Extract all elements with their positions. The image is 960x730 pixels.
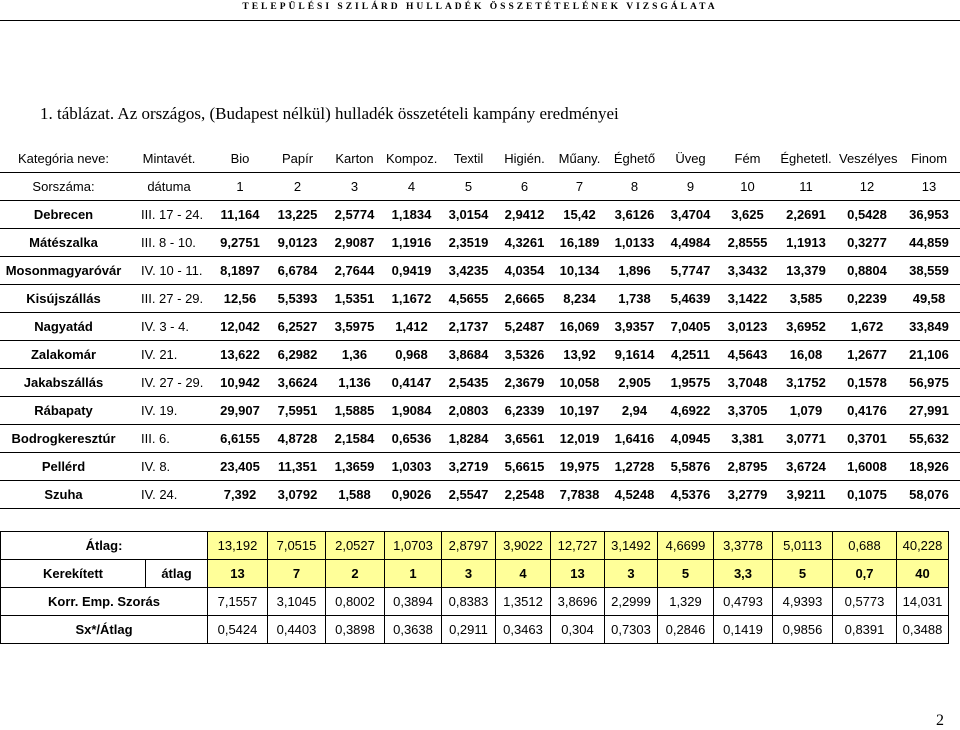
value-cell: 55,632 [898, 425, 960, 453]
value-cell: 4,5655 [440, 285, 497, 313]
city-name: Rábapaty [0, 397, 127, 425]
value-cell: 13,225 [269, 201, 326, 229]
value-cell: 0,3701 [836, 425, 898, 453]
value-cell: 4,3261 [497, 229, 552, 257]
summary-value: 7,1557 [208, 588, 268, 616]
value-cell: 0,4147 [383, 369, 440, 397]
column-header: Kompoz. [383, 145, 440, 173]
value-cell: 15,42 [552, 201, 607, 229]
column-index: Sorszáma: [0, 173, 127, 201]
value-cell: 1,738 [607, 285, 662, 313]
running-head: TELEPÜLÉSI SZILÁRD HULLADÉK ÖSSZETÉTELÉNEK VIZSGÁLATA [242, 2, 718, 12]
value-cell: 1,0133 [607, 229, 662, 257]
value-cell: 3,2719 [440, 453, 497, 481]
summary-table [0, 531, 949, 644]
value-cell: 18,926 [898, 453, 960, 481]
value-cell: 10,058 [552, 369, 607, 397]
value-cell: 3,585 [776, 285, 836, 313]
value-cell: 3,9211 [776, 481, 836, 509]
value-cell: 2,9412 [497, 201, 552, 229]
value-cell: 1,136 [326, 369, 383, 397]
value-cell: 1,3659 [326, 453, 383, 481]
value-cell: 3,6724 [776, 453, 836, 481]
value-cell: 3,0792 [269, 481, 326, 509]
column-index: 2 [269, 173, 326, 201]
summary-value: 0,8002 [326, 588, 385, 616]
summary-value: 0,9856 [773, 616, 833, 644]
value-cell: 58,076 [898, 481, 960, 509]
summary-value: 3,9022 [496, 532, 551, 560]
value-cell: 2,3519 [440, 229, 497, 257]
column-header: Higién. [497, 145, 552, 173]
summary-value: 1,329 [658, 588, 714, 616]
table-row [0, 453, 960, 481]
value-cell: 1,0303 [383, 453, 440, 481]
value-cell: 1,2728 [607, 453, 662, 481]
value-cell: 3,625 [719, 201, 776, 229]
summary-value: 0,3898 [326, 616, 385, 644]
sampling-date: IV. 21. [127, 341, 211, 369]
value-cell: 2,8555 [719, 229, 776, 257]
summary-value: 3 [605, 560, 658, 588]
summary-value: 14,031 [897, 588, 949, 616]
summary-value: 1 [385, 560, 442, 588]
value-cell: 1,1672 [383, 285, 440, 313]
value-cell: 49,58 [898, 285, 960, 313]
summary-row [1, 532, 949, 560]
summary-value: 0,7 [833, 560, 897, 588]
summary-value: 0,3463 [496, 616, 551, 644]
value-cell: 1,9084 [383, 397, 440, 425]
page-number: 2 [936, 712, 944, 729]
table-row [0, 201, 960, 229]
value-cell: 1,1916 [383, 229, 440, 257]
value-cell: 12,56 [211, 285, 269, 313]
value-cell: 5,2487 [497, 313, 552, 341]
value-cell: 2,2548 [497, 481, 552, 509]
column-index: 10 [719, 173, 776, 201]
value-cell: 1,079 [776, 397, 836, 425]
summary-value: 0,304 [551, 616, 605, 644]
value-cell: 5,5876 [662, 453, 719, 481]
value-cell: 5,6615 [497, 453, 552, 481]
value-cell: 7,392 [211, 481, 269, 509]
city-name: Jakabszállás [0, 369, 127, 397]
value-cell: 1,588 [326, 481, 383, 509]
column-header: Kategória neve: [0, 145, 127, 173]
summary-value: 0,1419 [714, 616, 773, 644]
value-cell: 2,6665 [497, 285, 552, 313]
summary-value: 0,5773 [833, 588, 897, 616]
column-index: 9 [662, 173, 719, 201]
summary-value: 5,0113 [773, 532, 833, 560]
value-cell: 6,2339 [497, 397, 552, 425]
value-cell: 12,019 [552, 425, 607, 453]
value-cell: 11,164 [211, 201, 269, 229]
value-cell: 27,991 [898, 397, 960, 425]
column-header: Bio [211, 145, 269, 173]
column-header: Üveg [662, 145, 719, 173]
summary-value: 4,9393 [773, 588, 833, 616]
value-cell: 4,5248 [607, 481, 662, 509]
value-cell: 8,1897 [211, 257, 269, 285]
summary-value: 7 [268, 560, 326, 588]
sampling-date: IV. 3 - 4. [127, 313, 211, 341]
header-rule [0, 20, 960, 21]
value-cell: 3,7048 [719, 369, 776, 397]
value-cell: 19,975 [552, 453, 607, 481]
value-cell: 9,0123 [269, 229, 326, 257]
value-cell: 3,6952 [776, 313, 836, 341]
column-index: dátuma [127, 173, 211, 201]
summary-value: 2 [326, 560, 385, 588]
value-cell: 3,6561 [497, 425, 552, 453]
value-cell: 5,4639 [662, 285, 719, 313]
value-cell: 13,92 [552, 341, 607, 369]
value-cell: 44,859 [898, 229, 960, 257]
summary-value: 13,192 [208, 532, 268, 560]
summary-value: 0,688 [833, 532, 897, 560]
value-cell: 9,2751 [211, 229, 269, 257]
column-index: 7 [552, 173, 607, 201]
summary-value: 5 [773, 560, 833, 588]
value-cell: 0,1578 [836, 369, 898, 397]
table-row [0, 481, 960, 509]
summary-value: 0,4793 [714, 588, 773, 616]
value-cell: 3,6624 [269, 369, 326, 397]
column-index: 8 [607, 173, 662, 201]
value-cell: 9,1614 [607, 341, 662, 369]
summary-value: 0,2846 [658, 616, 714, 644]
value-cell: 56,975 [898, 369, 960, 397]
city-name: Szuha [0, 481, 127, 509]
table-row [0, 313, 960, 341]
value-cell: 16,189 [552, 229, 607, 257]
summary-value: 4,6699 [658, 532, 714, 560]
value-cell: 2,905 [607, 369, 662, 397]
value-cell: 1,8284 [440, 425, 497, 453]
value-cell: 2,2691 [776, 201, 836, 229]
value-cell: 1,2677 [836, 341, 898, 369]
value-cell: 1,1834 [383, 201, 440, 229]
table-row [0, 425, 960, 453]
value-cell: 5,5393 [269, 285, 326, 313]
value-cell: 2,3679 [497, 369, 552, 397]
city-name: Mátészalka [0, 229, 127, 257]
sampling-date: IV. 8. [127, 453, 211, 481]
summary-value: 3 [442, 560, 496, 588]
value-cell: 0,5428 [836, 201, 898, 229]
value-cell: 33,849 [898, 313, 960, 341]
value-cell: 8,234 [552, 285, 607, 313]
value-cell: 7,5951 [269, 397, 326, 425]
index-row [0, 173, 960, 201]
summary-value: 40,228 [897, 532, 949, 560]
summary-value: 3,8696 [551, 588, 605, 616]
sampling-date: IV. 19. [127, 397, 211, 425]
column-header: Papír [269, 145, 326, 173]
value-cell: 3,0771 [776, 425, 836, 453]
summary-label: Korr. Emp. Szorás [1, 588, 208, 616]
value-cell: 1,672 [836, 313, 898, 341]
column-header: Fém [719, 145, 776, 173]
summary-row [1, 588, 949, 616]
table-row [0, 257, 960, 285]
city-name: Zalakomár [0, 341, 127, 369]
summary-value: 13 [208, 560, 268, 588]
value-cell: 0,1075 [836, 481, 898, 509]
column-header: Éghető [607, 145, 662, 173]
value-cell: 6,6784 [269, 257, 326, 285]
value-cell: 1,9575 [662, 369, 719, 397]
value-cell: 1,1913 [776, 229, 836, 257]
value-cell: 0,9419 [383, 257, 440, 285]
value-cell: 1,5351 [326, 285, 383, 313]
value-cell: 3,5975 [326, 313, 383, 341]
summary-value: 40 [897, 560, 949, 588]
sampling-date: IV. 24. [127, 481, 211, 509]
column-header: Textil [440, 145, 497, 173]
summary-label-2: átlag [146, 560, 208, 588]
column-index: 6 [497, 173, 552, 201]
value-cell: 16,069 [552, 313, 607, 341]
city-name: Kisújszállás [0, 285, 127, 313]
summary-value: 0,3894 [385, 588, 442, 616]
table-row [0, 285, 960, 313]
summary-value: 0,7303 [605, 616, 658, 644]
value-cell: 1,36 [326, 341, 383, 369]
value-cell: 16,08 [776, 341, 836, 369]
sampling-date: III. 27 - 29. [127, 285, 211, 313]
column-header: Műany. [552, 145, 607, 173]
summary-value: 2,0527 [326, 532, 385, 560]
value-cell: 23,405 [211, 453, 269, 481]
value-cell: 29,907 [211, 397, 269, 425]
value-cell: 0,4176 [836, 397, 898, 425]
summary-value: 5 [658, 560, 714, 588]
value-cell: 3,381 [719, 425, 776, 453]
value-cell: 4,0945 [662, 425, 719, 453]
column-header: Finom [898, 145, 960, 173]
table-row [0, 397, 960, 425]
value-cell: 1,5885 [326, 397, 383, 425]
summary-value: 1,0703 [385, 532, 442, 560]
summary-value: 2,8797 [442, 532, 496, 560]
summary-value: 7,0515 [268, 532, 326, 560]
value-cell: 0,6536 [383, 425, 440, 453]
value-cell: 1,6416 [607, 425, 662, 453]
city-name: Mosonmagyaróvár [0, 257, 127, 285]
value-cell: 3,0154 [440, 201, 497, 229]
value-cell: 3,5326 [497, 341, 552, 369]
value-cell: 4,2511 [662, 341, 719, 369]
column-index: 1 [211, 173, 269, 201]
summary-value: 1,3512 [496, 588, 551, 616]
sampling-date: IV. 27 - 29. [127, 369, 211, 397]
summary-value: 0,2911 [442, 616, 496, 644]
value-cell: 3,3432 [719, 257, 776, 285]
value-cell: 0,2239 [836, 285, 898, 313]
value-cell: 3,1752 [776, 369, 836, 397]
city-name: Debrecen [0, 201, 127, 229]
column-header: Éghetetl. [776, 145, 836, 173]
value-cell: 2,9087 [326, 229, 383, 257]
summary-value: 13 [551, 560, 605, 588]
column-header: Veszélyes [836, 145, 898, 173]
summary-value: 0,4403 [268, 616, 326, 644]
value-cell: 2,94 [607, 397, 662, 425]
value-cell: 2,5774 [326, 201, 383, 229]
summary-value: 12,727 [551, 532, 605, 560]
summary-value: 3,3 [714, 560, 773, 588]
value-cell: 10,942 [211, 369, 269, 397]
summary-value: 3,1045 [268, 588, 326, 616]
sampling-date: III. 17 - 24. [127, 201, 211, 229]
value-cell: 4,4984 [662, 229, 719, 257]
composition-table [0, 145, 960, 509]
column-index: 11 [776, 173, 836, 201]
value-cell: 7,0405 [662, 313, 719, 341]
table-row [0, 229, 960, 257]
city-name: Nagyatád [0, 313, 127, 341]
value-cell: 3,8684 [440, 341, 497, 369]
summary-row [1, 560, 949, 588]
value-cell: 10,197 [552, 397, 607, 425]
table-row [0, 369, 960, 397]
summary-value: 3,1492 [605, 532, 658, 560]
city-name: Pellérd [0, 453, 127, 481]
summary-label: Átlag: [1, 532, 208, 560]
column-index: 5 [440, 173, 497, 201]
value-cell: 1,412 [383, 313, 440, 341]
value-cell: 3,3705 [719, 397, 776, 425]
value-cell: 2,0803 [440, 397, 497, 425]
summary-value: 0,3638 [385, 616, 442, 644]
value-cell: 21,106 [898, 341, 960, 369]
value-cell: 13,379 [776, 257, 836, 285]
value-cell: 3,0123 [719, 313, 776, 341]
value-cell: 6,2982 [269, 341, 326, 369]
sampling-date: III. 6. [127, 425, 211, 453]
value-cell: 0,8804 [836, 257, 898, 285]
value-cell: 6,6155 [211, 425, 269, 453]
city-name: Bodrogkeresztúr [0, 425, 127, 453]
column-index: 4 [383, 173, 440, 201]
value-cell: 3,4235 [440, 257, 497, 285]
table-row [0, 341, 960, 369]
summary-value: 0,8383 [442, 588, 496, 616]
value-cell: 3,6126 [607, 201, 662, 229]
column-header: Karton [326, 145, 383, 173]
header-row [0, 145, 960, 173]
value-cell: 2,7644 [326, 257, 383, 285]
sampling-date: IV. 10 - 11. [127, 257, 211, 285]
value-cell: 0,9026 [383, 481, 440, 509]
value-cell: 7,7838 [552, 481, 607, 509]
summary-value: 4 [496, 560, 551, 588]
summary-value: 0,8391 [833, 616, 897, 644]
value-cell: 3,2779 [719, 481, 776, 509]
column-index: 13 [898, 173, 960, 201]
value-cell: 2,5435 [440, 369, 497, 397]
value-cell: 4,8728 [269, 425, 326, 453]
value-cell: 11,351 [269, 453, 326, 481]
value-cell: 0,968 [383, 341, 440, 369]
value-cell: 3,4704 [662, 201, 719, 229]
table-caption: 1. táblázat. Az országos, (Budapest nélkül) hulladék összetételi kampány eredményei [40, 104, 619, 123]
summary-row [1, 616, 949, 644]
value-cell: 6,2527 [269, 313, 326, 341]
value-cell: 13,622 [211, 341, 269, 369]
value-cell: 4,6922 [662, 397, 719, 425]
value-cell: 1,6008 [836, 453, 898, 481]
sampling-date: III. 8 - 10. [127, 229, 211, 257]
summary-value: 2,2999 [605, 588, 658, 616]
value-cell: 4,5643 [719, 341, 776, 369]
column-index: 12 [836, 173, 898, 201]
value-cell: 0,3277 [836, 229, 898, 257]
value-cell: 2,1584 [326, 425, 383, 453]
summary-value: 0,3488 [897, 616, 949, 644]
value-cell: 38,559 [898, 257, 960, 285]
value-cell: 12,042 [211, 313, 269, 341]
value-cell: 5,7747 [662, 257, 719, 285]
value-cell: 2,8795 [719, 453, 776, 481]
value-cell: 2,5547 [440, 481, 497, 509]
value-cell: 1,896 [607, 257, 662, 285]
value-cell: 10,134 [552, 257, 607, 285]
value-cell: 4,0354 [497, 257, 552, 285]
summary-value: 0,5424 [208, 616, 268, 644]
value-cell: 3,1422 [719, 285, 776, 313]
summary-label: Sx*/Átlag [1, 616, 208, 644]
summary-label: Kerekített [1, 560, 146, 588]
value-cell: 36,953 [898, 201, 960, 229]
value-cell: 4,5376 [662, 481, 719, 509]
value-cell: 2,1737 [440, 313, 497, 341]
value-cell: 3,9357 [607, 313, 662, 341]
summary-value: 3,3778 [714, 532, 773, 560]
column-index: 3 [326, 173, 383, 201]
column-header: Mintavét. [127, 145, 211, 173]
